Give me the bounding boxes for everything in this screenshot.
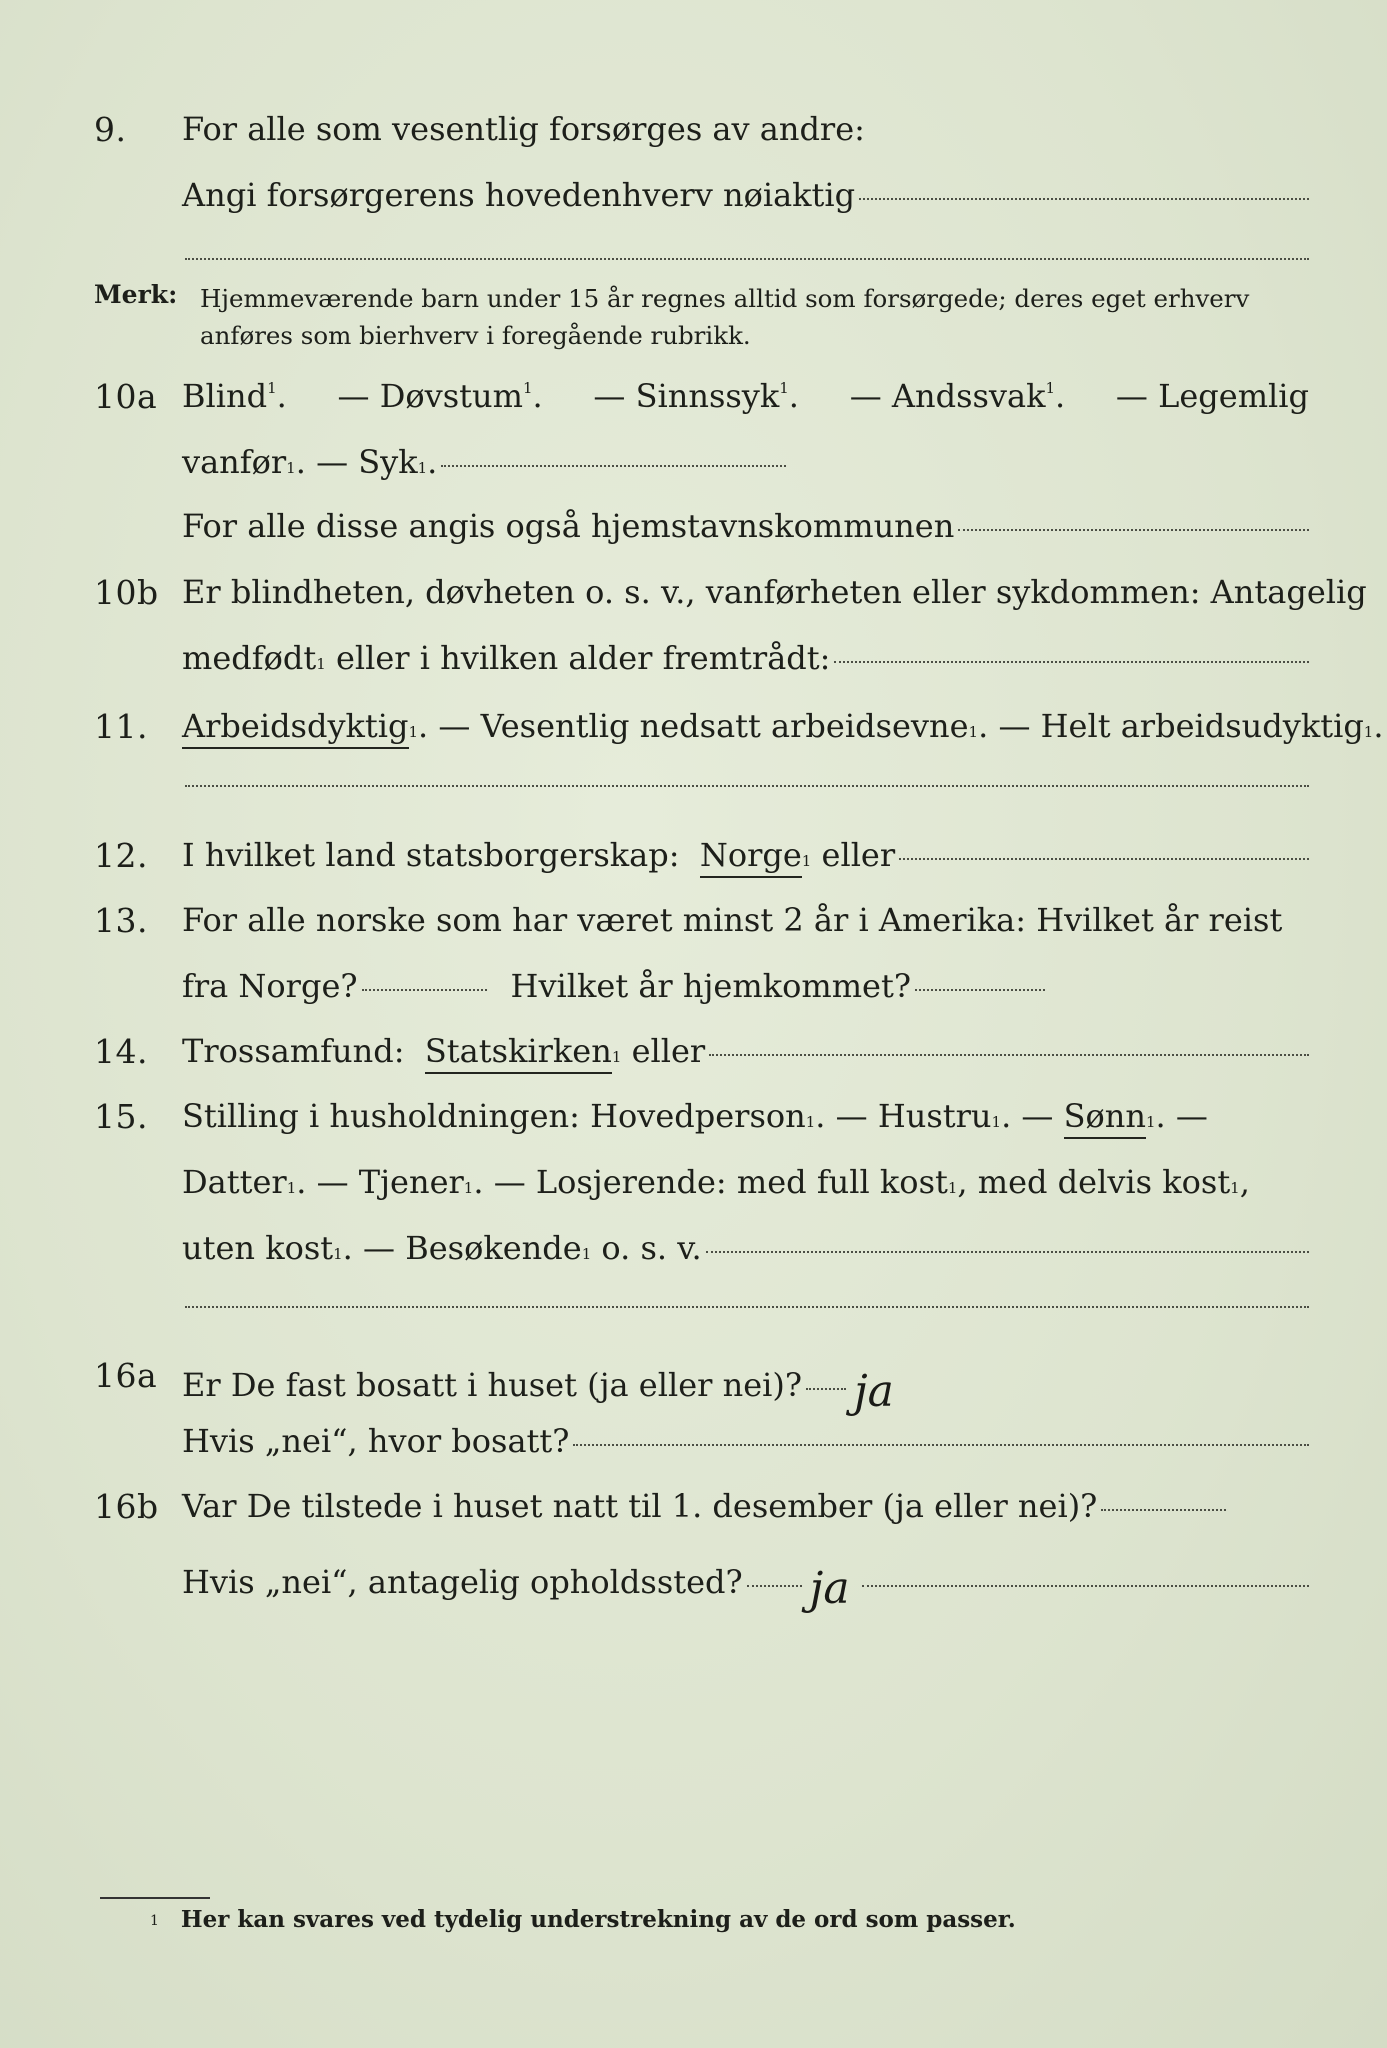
q10a-hjemstavn-field[interactable]: [958, 529, 1309, 531]
q15-uten-kost: uten kost: [182, 1229, 334, 1267]
q14-statskirken-underlined: Statskirken: [425, 1032, 612, 1074]
q10b-row-1: [0, 563, 1387, 623]
q16a-line-1: Er De fast bosatt i huset (ja eller nei)?: [182, 1366, 803, 1404]
q13-number: 13.: [94, 901, 148, 940]
q15-row-2: Datter 1 . — Tjener 1 . — Losjerende: med full kost 1 , med delvis kost 1 ,: [182, 1163, 1250, 1201]
q15-hovedperson: Stilling i husholdningen: Hovedperson: [182, 1097, 806, 1135]
q10a-blind: Blind: [182, 377, 268, 415]
q16b-line-2: Hvis „nei“, antagelig opholdssted?: [182, 1563, 743, 1601]
q16b-row-2: [0, 1543, 1387, 1614]
q13-row-1: [0, 891, 1387, 951]
q16b-opholdssted-field[interactable]: [862, 1585, 1309, 1587]
q15-sonn-underlined: Sønn: [1064, 1097, 1146, 1139]
q12-answer-field[interactable]: [899, 858, 1309, 860]
q16a-row-2: [0, 1412, 1387, 1472]
q11-arbeidsdyktig-underlined: Arbeidsdyktig: [182, 707, 409, 749]
q9-extra-line: [185, 258, 1309, 260]
q15-besokende: . — Besøkende: [342, 1229, 582, 1267]
q15-full-kost: . — Losjerende: med full kost: [473, 1163, 948, 1201]
merk-label: Merk:: [94, 280, 178, 309]
q16a-handwritten-answer: ja: [854, 1366, 894, 1417]
q10b-number: 10b: [94, 573, 159, 612]
q12-row: 12. I hvilket land statsborgerskap: Norge 1 eller: [0, 826, 1387, 886]
q16b-tilstede-field[interactable]: [1101, 1509, 1226, 1511]
q10a-syk: . — Syk: [295, 443, 418, 481]
q10a-hjemstavn: For alle disse angis også hjemstavnskommunen: [182, 507, 955, 545]
q15-hustru: . — Hustru: [815, 1097, 992, 1135]
q9-row-1: [0, 100, 1387, 160]
q14-number: 14.: [94, 1032, 148, 1071]
q10a-legemlig: — Legemlig: [1115, 377, 1309, 415]
q12-norge-underlined: Norge: [700, 836, 802, 878]
q13-fra-norge: fra Norge?: [182, 967, 358, 1005]
q10a-row-3: [0, 497, 1387, 557]
q10a-dovstum: — Døvstum: [337, 377, 523, 415]
q12-text: I hvilket land statsborgerskap:: [182, 836, 680, 874]
q10b-line-1: Er blindheten, døvheten o. s. v., vanførheten eller sykdommen: Antagelig: [182, 573, 1367, 611]
q12-number: 12.: [94, 836, 148, 875]
q10a-number: 10a: [94, 377, 158, 416]
footnote-text: Her kan svares ved tydelig understrekning av de ord som passer.: [180, 1906, 1016, 1933]
q13-row-2: [0, 957, 1387, 1017]
q11-extra-line: [185, 785, 1309, 787]
q14-answer-field[interactable]: [709, 1054, 1309, 1056]
footnote-mark: 1: [150, 1913, 159, 1929]
q15-answer-field[interactable]: [706, 1251, 1309, 1253]
q10a-row-2: vanfør 1 . — Syk 1 .: [0, 433, 1387, 493]
q13-reist-field[interactable]: [362, 989, 487, 991]
q15-datter: Datter: [182, 1163, 287, 1201]
q15-row-3: uten kost 1 . — Besøkende 1 o. s. v.: [0, 1219, 1387, 1279]
q10b-medfodt: medfødt: [182, 639, 317, 677]
q13-line-1: For alle norske som har været minst 2 år i Amerika: Hvilket år reist: [182, 901, 1283, 939]
q16a-row-1: [0, 1346, 1387, 1417]
q15-delvis-kost: , med delvis kost: [957, 1163, 1231, 1201]
q15-dash: —: [1175, 1097, 1208, 1135]
q10a-sinnssyk: — Sinnssyk: [593, 377, 780, 415]
q10b-row-2: medfødt 1 eller i hvilken alder fremtrådt:: [0, 629, 1387, 689]
footnote-rule: [100, 1897, 210, 1899]
q15-number: 15.: [94, 1097, 148, 1136]
q10a-andssvak: — Andssvak: [849, 377, 1046, 415]
q13-hjemkommet: Hvilket år hjemkommet?: [510, 967, 911, 1005]
q15-osv: o. s. v.: [601, 1229, 702, 1267]
q9-row-2: [0, 166, 1387, 226]
merk-text: Hjemmeværende barn under 15 år regnes alltid som forsørgede; deres eget erhverv anføres som bierhverv i foregående rubrikk.: [200, 284, 1250, 350]
q15-row-1: 15. Stilling i husholdningen: Hovedperson 1 . — Hustru 1 . — Sønn 1 . —: [0, 1087, 1387, 1147]
q10b-answer-field[interactable]: [834, 661, 1309, 663]
q11-number: 11.: [94, 707, 148, 746]
q16b-handwritten-answer: ja: [809, 1563, 850, 1614]
q14-text: Trossamfund:: [182, 1032, 405, 1070]
q16a-bosatt-field[interactable]: [573, 1444, 1309, 1446]
q15-tjener: . — Tjener: [296, 1163, 464, 1201]
q10a-row-1: 10a Blind$^1$. — Døvstum$^1$. — Sinnssyk$^1$. — Andssvak$^1$. — Legemlig: [94, 377, 1309, 416]
q16b-row-1: [0, 1477, 1387, 1537]
q9-answer-field[interactable]: [859, 198, 1309, 200]
q9-number: 9.: [94, 110, 127, 149]
q16a-line-2: Hvis „nei“, hvor bosatt?: [182, 1422, 570, 1460]
q16b-line-1: Var De tilstede i huset natt til 1. desember (ja eller nei)?: [182, 1487, 1098, 1525]
q10a-syk-field[interactable]: [441, 465, 786, 467]
q10b-alder: eller i hvilken alder fremtrådt:: [335, 639, 831, 677]
footnote: [150, 1906, 1016, 1933]
q9-line-2: Angi forsørgerens hovedenhverv nøiaktig: [182, 176, 856, 214]
q16a-number: 16a: [94, 1356, 158, 1395]
q15-extra-line: [185, 1306, 1309, 1308]
q11-nedsatt: . — Vesentlig nedsatt arbeidsevne: [418, 707, 969, 745]
q13-hjemkommet-field[interactable]: [915, 989, 1045, 991]
q12-eller: eller: [821, 836, 896, 874]
q14-row: 14. Trossamfund: Statskirken 1 eller: [0, 1022, 1387, 1082]
q10a-vanfor: vanfør: [182, 443, 287, 481]
q11-udyktig: . — Helt arbeidsudyktig: [978, 707, 1364, 745]
q9-line-1: For alle som vesentlig forsørges av andre:: [182, 110, 865, 148]
q16b-number: 16b: [94, 1487, 159, 1526]
q11-row: 11. Arbeidsdyktig 1 . — Vesentlig nedsatt arbeidsevne 1 . — Helt arbeidsudyktig 1 .: [0, 697, 1387, 757]
q14-eller: eller: [631, 1032, 706, 1070]
